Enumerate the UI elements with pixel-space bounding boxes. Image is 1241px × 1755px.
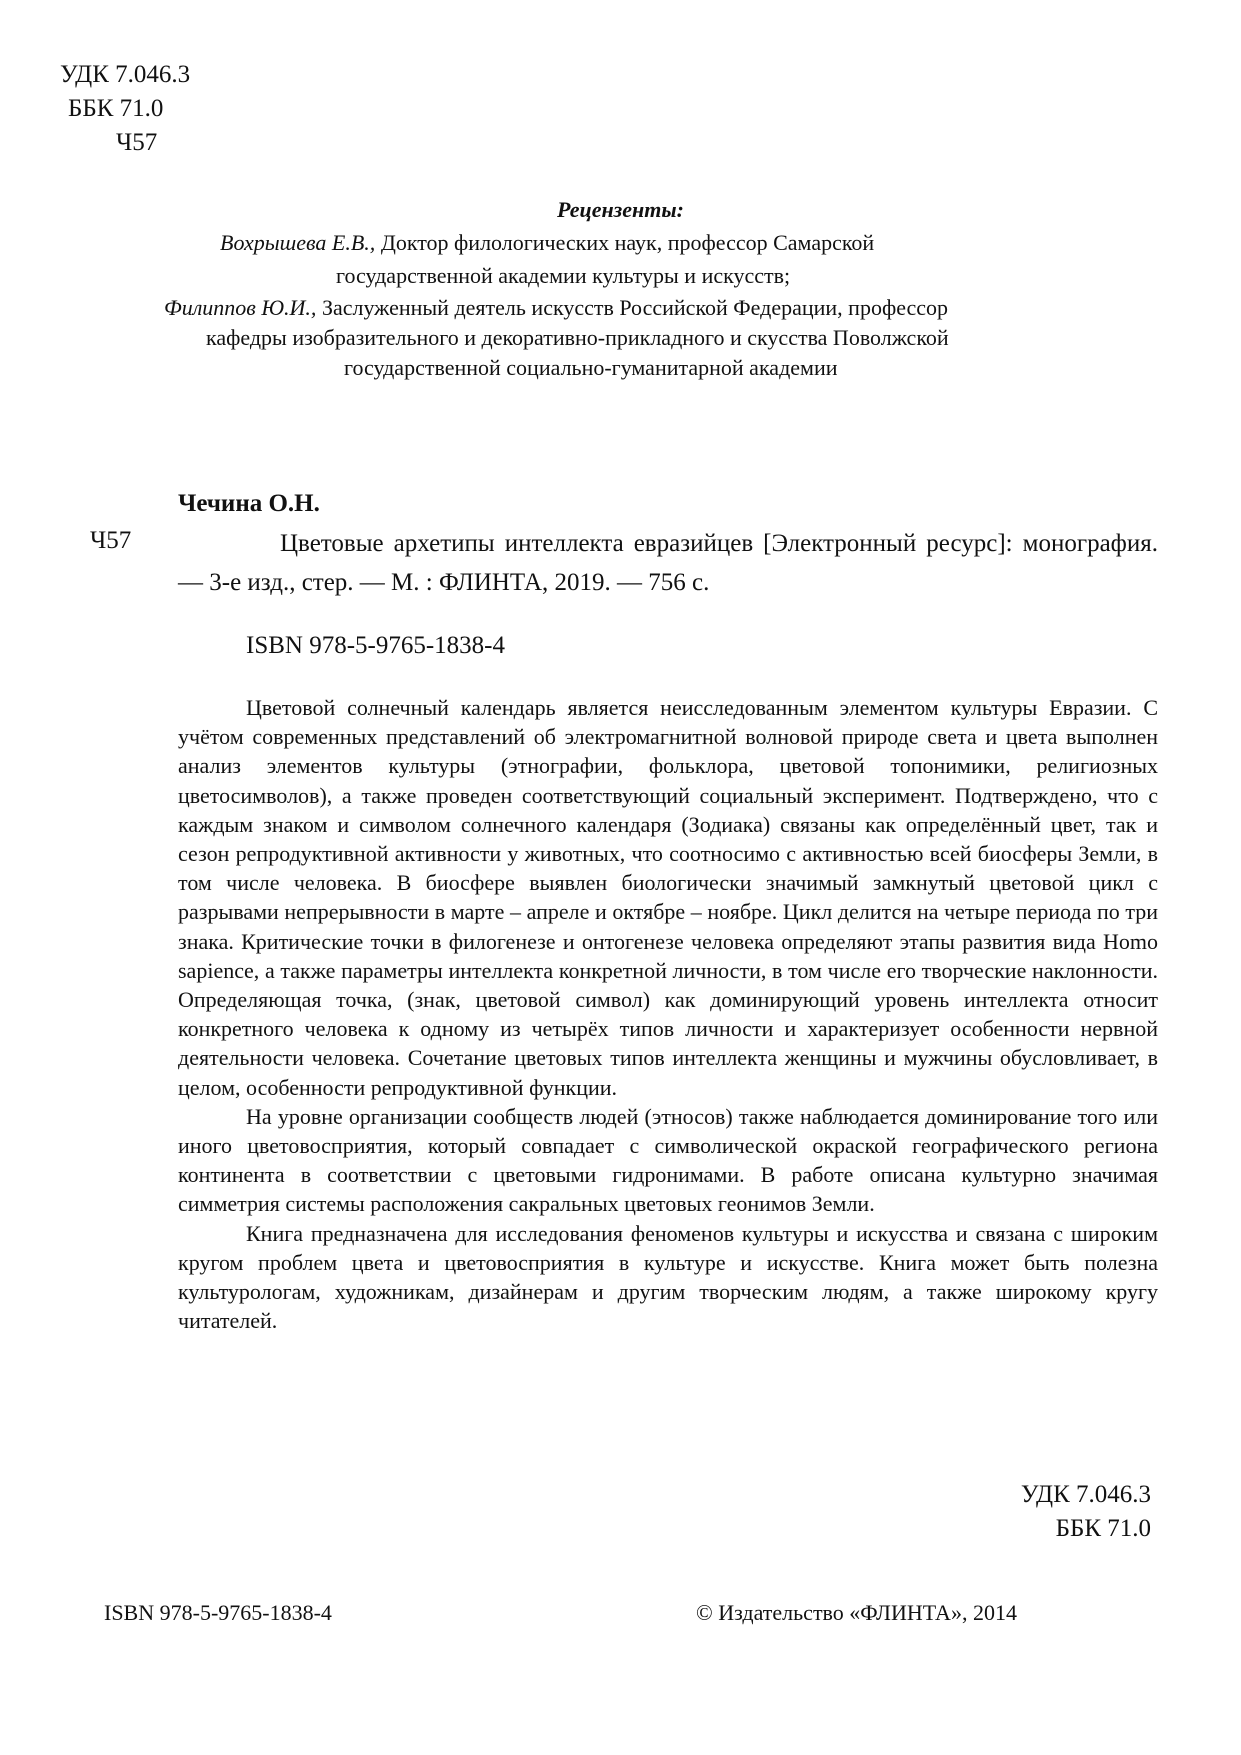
author-name: Чечина О.Н. bbox=[178, 490, 320, 517]
isbn: ISBN 978-5-9765-1838-4 bbox=[246, 632, 506, 659]
bbk-code: ББК 71.0 bbox=[68, 95, 164, 122]
reviewer-2-name: Филиппов Ю.И., bbox=[164, 295, 317, 320]
abstract-paragraph-3: Книга предназначена для исследования феноменов культуры и искусства и связана с широким кругом проблем цвета и цветовосприятия в культуре и искусстве. Книга может быть полезна культурологам, художникам, дизайнерам и другим творческим людям, а также широкому кругу читателей. bbox=[178, 1220, 1158, 1334]
footer-udk-code: УДК 7.046.3 bbox=[1020, 1481, 1151, 1508]
author-mark: Ч57 bbox=[116, 129, 158, 156]
reviewer-2-credentials: Заслуженный деятель искусств Российской Федерации, профессор bbox=[316, 295, 949, 320]
reviewer-2-line-2: кафедры изобразительного и декоративно-прикладного и скусства Поволжской bbox=[206, 325, 949, 350]
footer-bbk-code: ББК 71.0 bbox=[1055, 1515, 1151, 1542]
reviewer-1-line-1 bbox=[220, 229, 874, 257]
udk-code: УДК 7.046.3 bbox=[60, 61, 191, 88]
reviewer-1-credentials: Доктор филологических наук, профессор Самарской bbox=[375, 230, 875, 255]
copyright: © Издательство «ФЛИНТА», 2014 bbox=[696, 1600, 1017, 1625]
reviewer-2-line-1 bbox=[164, 294, 948, 322]
reviewer-1-line-2: государственной академии культуры и искусств; bbox=[336, 263, 791, 288]
reviewers-title: Рецензенты: bbox=[557, 197, 684, 222]
reviewer-2-line-3: государственной социально-гуманитарной академии bbox=[344, 355, 838, 380]
abstract bbox=[178, 693, 1158, 1335]
abstract-paragraph-1: Цветовой солнечный календарь является неисследованным элементом культуры Евразии. С учётом современных представлений об электромагнитной волновой природе света и цвета выполнен анализ элементов культуры (этнографии, фольклора, цветовой топонимики, религиозных цветосимволов), а также проведен соответствующий социальный эксперимент. Подтверждено, что с каждым знаком и символом солнечного календаря (Зодиака) связаны как определённый цвет, так и сезон репродуктивной активности у животных, что соотносимо с активностью всей биосферы Земли, в том числе человека. В биосфере выявлен биологически значимый замкнутый цветовой цикл с разрывами непрерывности в марте – апреле и октябре – ноябре. Цикл делится на четыре периода по три знака. Критические точки в филогенезе и онтогенезе человека определяют этапы развития вида Homo sapience, а также параметры интеллекта конкретной личности, в том числе его творческие наклонности. Определяющая точка, (знак, цветовой символ) как доминирующий уровень интеллекта относит конкретного человека к одному из четырёх типов личности и характеризует особенности нервной деятельности человека. Сочетание цветовых типов интеллекта женщины и мужчины обусловливает, в целом, особенности репродуктивной функции. bbox=[178, 695, 1158, 1100]
header-codes bbox=[60, 58, 190, 160]
bib-author-mark: Ч57 bbox=[90, 527, 132, 554]
footer-codes bbox=[1021, 1478, 1151, 1546]
reviewer-1-name: Вохрышева Е.В., bbox=[220, 230, 376, 255]
bibliographic-description: Цветовые архетипы интеллекта евразийцев [Электронный ресурс]: монография. — 3-е изд., стер. — М. : ФЛИНТА, 2019. — 756 с. bbox=[178, 530, 1158, 596]
footer-isbn: ISBN 978-5-9765-1838-4 bbox=[104, 1600, 332, 1625]
abstract-paragraph-2: На уровне организации сообществ людей (этносов) также наблюдается доминирование того или иного цветовосприятия, который совпадает с символической окраской географического региона континента в соответствии с цветовыми гидронимами. В работе описана культурно значимая симметрия системы расположения сакральных цветовых геонимов Земли. bbox=[178, 1103, 1158, 1217]
